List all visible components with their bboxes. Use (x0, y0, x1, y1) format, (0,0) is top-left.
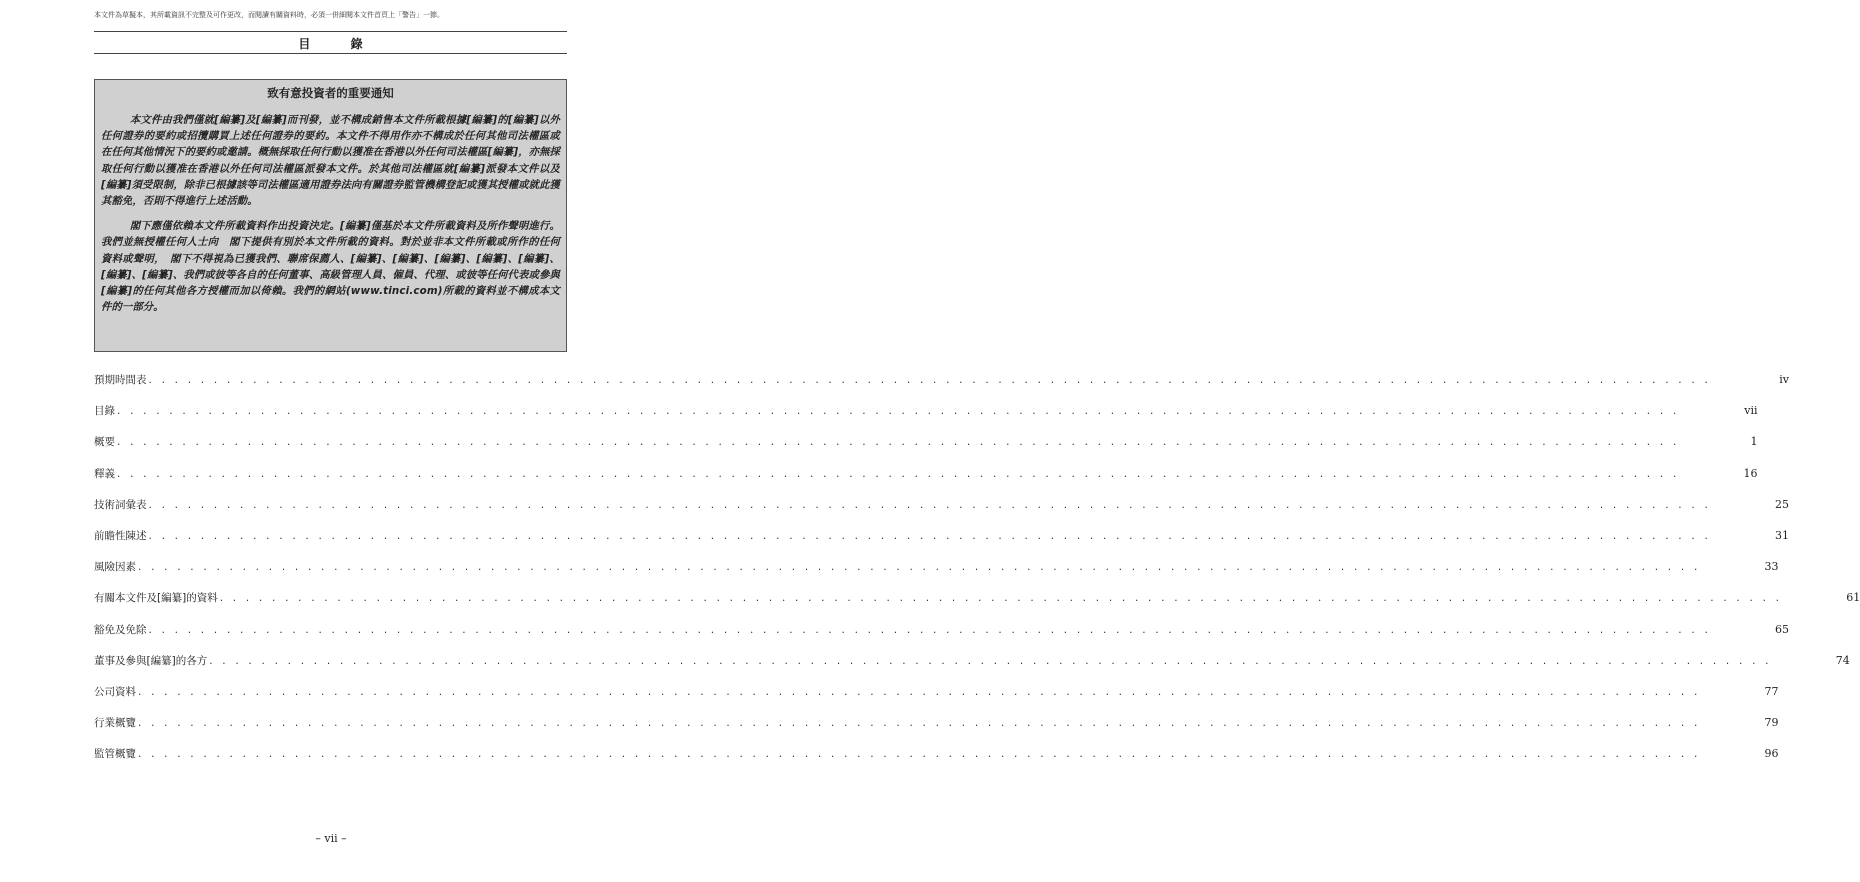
toc-entry[interactable] (94, 528, 1789, 559)
toc-leader-dots: . . . . . . . . . . . . . . . . . . . . . . . . . . . . . . . . . . . . . . . . . . . . . . . . . . . . . . . . . . . . . . . . . . . . . . . . . . . . . . . . . . . . . . . . . . . . . . . . . . . . . . . . . . . . . . . . . . . . . . . . (148, 529, 1711, 542)
toc-leader-dots: . . . . . . . . . . . . . . . . . . . . . . . . . . . . . . . . . . . . . . . . . . . . . . . . . . . . . . . . . . . . . . . . . . . . . . . . . . . . . . . . . . . . . . . . . . . . . . . . . . . . . . . . . . . . . . . . . . . . . . . . (209, 654, 1772, 667)
toc-leader-dots: . . . . . . . . . . . . . . . . . . . . . . . . . . . . . . . . . . . . . . . . . . . . . . . . . . . . . . . . . . . . . . . . . . . . . . . . . . . . . . . . . . . . . . . . . . . . . . . . . . . . . . . . . . . . . . . . . . . . . . . . (148, 623, 1711, 636)
toc-leader-dots: . . . . . . . . . . . . . . . . . . . . . . . . . . . . . . . . . . . . . . . . . . . . . . . . . . . . . . . . . . . . . . . . . . . . . . . . . . . . . . . . . . . . . . . . . . . . . . . . . . . . . . . . . . . . . . . . . . . . . . . . (138, 748, 1701, 761)
toc-entry-label: 概要 (94, 436, 115, 449)
toc-entry[interactable] (94, 466, 1758, 497)
toc-leader-dots: . . . . . . . . . . . . . . . . . . . . . . . . . . . . . . . . . . . . . . . . . . . . . . . . . . . . . . . . . . . . . . . . . . . . . . . . . . . . . . . . . . . . . . . . . . . . . . . . . . . . . . . . . . . . . . . . . . . . . . . . (138, 685, 1701, 698)
toc-leader-dots: . . . . . . . . . . . . . . . . . . . . . . . . . . . . . . . . . . . . . . . . . . . . . . . . . . . . . . . . . . . . . . . . . . . . . . . . . . . . . . . . . . . . . . . . . . . . . . . . . . . . . . . . . . . . . . . . . . . . . . . . (117, 436, 1680, 449)
toc-entry[interactable] (94, 746, 1779, 777)
toc-entry[interactable] (94, 372, 1789, 403)
toc-leader-dots: . . . . . . . . . . . . . . . . . . . . . . . . . . . . . . . . . . . . . . . . . . . . . . . . . . . . . . . . . . . . . . . . . . . . . . . . . . . . . . . . . . . . . . . . . . . . . . . . . . . . . . . . . . . . . . . . . . . . . . . . (117, 405, 1680, 418)
toc-entry-label: 豁免及免除 (94, 623, 147, 636)
toc-leader-dots: . . . . . . . . . . . . . . . . . . . . . . . . . . . . . . . . . . . . . . . . . . . . . . . . . . . . . . . . . . . . . . . . . . . . . . . . . . . . . . . . . . . . . . . . . . . . . . . . . . . . . . . . . . . . . . . . . . . . . . . . (138, 717, 1701, 730)
toc-entry-page: 74 (1835, 653, 1850, 667)
toc-entry-page: 33 (1764, 560, 1779, 574)
table-of-contents (94, 372, 1860, 777)
toc-entry-page: 16 (1743, 466, 1758, 480)
toc-entry[interactable] (94, 684, 1779, 715)
toc-leader-dots: . . . . . . . . . . . . . . . . . . . . . . . . . . . . . . . . . . . . . . . . . . . . . . . . . . . . . . . . . . . . . . . . . . . . . . . . . . . . . . . . . . . . . . . . . . . . . . . . . . . . . . . . . . . . . . . . . . . . . . . . (219, 592, 1783, 605)
toc-entry[interactable] (94, 434, 1758, 465)
toc-entry[interactable] (94, 622, 1789, 653)
page-title: 目 錄 (298, 37, 381, 51)
toc-entry[interactable] (94, 497, 1789, 528)
important-notice-box (94, 79, 567, 352)
toc-entry-label: 技術詞彙表 (94, 498, 147, 511)
toc-leader-dots: . . . . . . . . . . . . . . . . . . . . . . . . . . . . . . . . . . . . . . . . . . . . . . . . . . . . . . . . . . . . . . . . . . . . . . . . . . . . . . . . . . . . . . . . . . . . . . . . . . . . . . . . . . . . . . . . . . . . . . . . (148, 374, 1711, 386)
notice-title: 致有意投資者的重要通知 (267, 86, 394, 100)
toc-entry-page: 1 (1750, 435, 1758, 449)
toc-entry-page: 77 (1764, 684, 1779, 698)
toc-entry-label: 前瞻性陳述 (94, 529, 147, 542)
toc-entry-label: 行業概覽 (94, 717, 136, 730)
toc-entry-page: iv (1779, 373, 1789, 386)
toc-entry-page: 65 (1775, 622, 1789, 636)
page-number-footer: – vii – (315, 832, 347, 845)
header-top-rule (94, 31, 567, 32)
toc-entry[interactable] (94, 715, 1779, 746)
toc-entry-label: 有關本文件及[編纂]的資料 (94, 592, 218, 605)
toc-entry-page: 25 (1775, 497, 1789, 511)
toc-entry-label: 風險因素 (94, 561, 136, 574)
toc-entry-label: 目錄 (94, 405, 115, 418)
toc-entry[interactable] (94, 403, 1758, 434)
draft-disclaimer: 本文件為草擬本，其所載資訊不完整及可作更改，而閱讀有關資料時，必須一併細閱本文件首頁上「警告」一節。 (94, 11, 444, 19)
toc-entry-label: 董事及參與[編纂]的各方 (94, 654, 208, 667)
toc-entry-page: 79 (1764, 716, 1779, 730)
notice-paragraph-2: 閣下應僅依賴本文件所載資料作出投資決定。[編纂]僅基於本文件所載資料及所作聲明進行。我們並無授權任何人士向 閣下提供有別於本文件所載的資料。對於並非本文件所載或所作的任何資料或聲明， 閣下不得視為已獲我們、聯席保薦人、[編纂]、[編纂]、[編纂]、[編纂]、[編纂]、[編纂]、[編纂]、我們或彼等各自的任何董事、高級管理人員、僱員、代理、或彼等任何代表或參與[編纂]的任何其他各方授權而加以倚賴。我們的網站(www.tinci.com)所載的資料並不構成本文件的一部分。 (101, 220, 560, 314)
toc-entry[interactable] (94, 653, 1850, 684)
toc-entry[interactable] (94, 590, 1860, 621)
toc-entry-page: 96 (1764, 747, 1779, 761)
toc-leader-dots: . . . . . . . . . . . . . . . . . . . . . . . . . . . . . . . . . . . . . . . . . . . . . . . . . . . . . . . . . . . . . . . . . . . . . . . . . . . . . . . . . . . . . . . . . . . . . . . . . . . . . . . . . . . . . . . . . . . . . . . . (148, 498, 1711, 511)
toc-entry-label: 監管概覽 (94, 748, 136, 761)
toc-entry-page: vii (1744, 404, 1758, 418)
toc-entry[interactable] (94, 559, 1779, 590)
toc-entry-label: 公司資料 (94, 685, 136, 698)
toc-leader-dots: . . . . . . . . . . . . . . . . . . . . . . . . . . . . . . . . . . . . . . . . . . . . . . . . . . . . . . . . . . . . . . . . . . . . . . . . . . . . . . . . . . . . . . . . . . . . . . . . . . . . . . . . . . . . . . . . . . . . . . . . (138, 561, 1701, 574)
toc-entry-label: 預期時間表 (94, 374, 147, 386)
notice-paragraph-1: 本文件由我們僅就[編纂]及[編纂]而刊發，並不構成銷售本文件所載根據[編纂]的[編纂]以外任何證券的要約或招攬購買上述任何證券的要約。本文件不得用作亦不構成於任何其他司法權區或在任何其他情況下的要約或邀請。概無採取任何行動以獲准在香港以外任何司法權區[編纂]，亦無採取任何行動以獲准在香港以外任何司法權區派發本文件。於其他司法權區就[編纂]派發本文件以及[編纂]須受限制，除非已根據該等司法權區適用證券法向有關證券監管機構登記或獲其授權或就此獲其豁免，否則不得進行上述活動。 (101, 114, 560, 208)
toc-entry-page: 31 (1775, 528, 1789, 542)
header-bottom-rule (94, 53, 567, 54)
toc-leader-dots: . . . . . . . . . . . . . . . . . . . . . . . . . . . . . . . . . . . . . . . . . . . . . . . . . . . . . . . . . . . . . . . . . . . . . . . . . . . . . . . . . . . . . . . . . . . . . . . . . . . . . . . . . . . . . . . . . . . . . . . . (117, 467, 1680, 480)
toc-entry-label: 釋義 (94, 467, 115, 480)
toc-entry-page: 61 (1846, 591, 1860, 605)
